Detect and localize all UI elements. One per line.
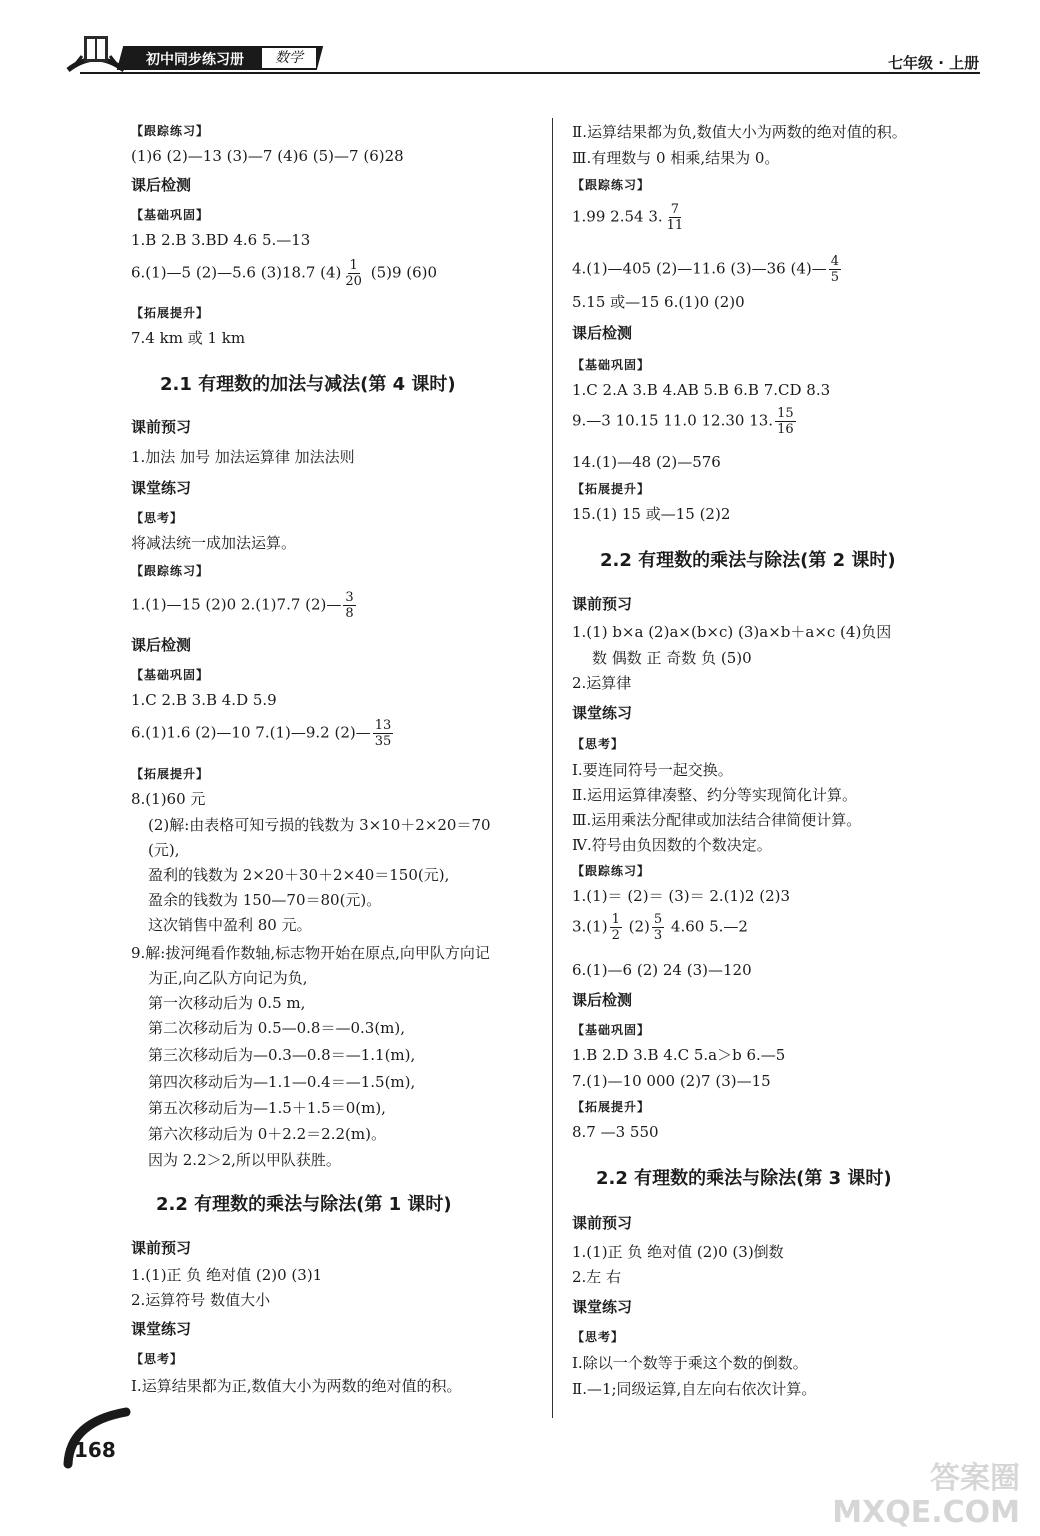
answer-line: 第四次移动后为—1.1—0.4＝—1.5(m), [148, 1073, 416, 1091]
fraction [343, 258, 364, 289]
answer-line: 9.解:拔河绳看作数轴,标志物开始在原点,向甲队方向记 [131, 944, 490, 962]
answer-line: 7.4 km 或 1 km [131, 329, 246, 347]
heading-after-class: 课后检测 [131, 176, 192, 194]
answer-line: Ⅱ.运用运算律凑整、约分等实现简化计算。 [572, 786, 857, 804]
denominator: 35 [374, 734, 392, 749]
tag-basic: 【基础巩固】 [131, 668, 210, 682]
answer-line: 第一次移动后为 0.5 m, [148, 994, 306, 1012]
header-rule [80, 72, 980, 74]
answer-line: 2.左 右 [572, 1268, 622, 1286]
answer-line-fraction [131, 258, 437, 289]
answer-line: 1.(1)＝ (2)＝ (3)＝ 2.(1)2 (2)3 [572, 887, 791, 905]
answer-line: 1.加法 加号 加法运算律 加法法则 [131, 448, 355, 466]
fraction [343, 590, 355, 621]
answer-line: 14.(1)—48 (2)—576 [572, 453, 721, 471]
heading-after-class: 课后检测 [572, 324, 633, 342]
tag-extension: 【拓展提升】 [131, 306, 210, 320]
answer-line: 5.15 或—15 6.(1)0 (2)0 [572, 293, 745, 311]
denominator: 16 [777, 422, 794, 437]
fraction [652, 912, 664, 943]
numerator: 13 [374, 718, 392, 733]
tag-think: 【思考】 [131, 1352, 184, 1366]
answer-line: 1.(1) b×a (2)a×(b×c) (3)a×b＋a×c (4)负因 [572, 623, 892, 641]
answer-line-fraction [131, 718, 395, 749]
heading-preview: 课前预习 [131, 1239, 192, 1257]
page-number: 168 [74, 1438, 116, 1462]
tag-basic: 【基础巩固】 [572, 358, 651, 372]
answer-line: 8.(1)60 元 [131, 790, 206, 808]
heading-after-class: 课后检测 [572, 991, 633, 1009]
answer-line: Ⅲ.运用乘法分配律或加法结合律简便计算。 [572, 811, 862, 829]
heading-classroom: 课堂练习 [572, 704, 633, 722]
fraction [829, 254, 841, 285]
answer-line-fraction [572, 202, 687, 233]
denominator: 11 [666, 218, 684, 233]
answer-line: 这次销售中盈利 80 元。 [148, 916, 312, 934]
section-title: 2.2 有理数的乘法与除法(第 2 课时) [600, 550, 896, 571]
fraction [610, 912, 622, 943]
answer-text: 6.(1)—5 (2)—5.6 (3)18.7 (4) [131, 263, 342, 282]
answer-line: Ⅰ.运算结果都为正,数值大小为两数的绝对值的积。 [131, 1377, 462, 1395]
answer-line: 盈余的钱数为 150—70＝80(元)。 [148, 891, 382, 909]
heading-preview: 课前预习 [572, 1214, 633, 1232]
answer-text: 1.99 2.54 3. [572, 207, 663, 226]
answer-text: 1.(1)—15 (2)0 2.(1)7.7 (2)— [131, 595, 342, 614]
tag-basic: 【基础巩固】 [131, 208, 210, 222]
grade-label: 七年级 · 上册 [888, 54, 980, 72]
numerator: 15 [777, 406, 794, 421]
answer-line: 第六次移动后为 0＋2.2＝2.2(m)。 [148, 1125, 386, 1143]
answer-text: 4.60 5.—2 [666, 917, 748, 936]
section-title: 2.1 有理数的加法与减法(第 4 课时) [160, 374, 456, 395]
denominator: 2 [611, 928, 620, 943]
answer-line: Ⅳ.符号由负因数的个数决定。 [572, 836, 772, 854]
answer-line: 2.运算符号 数值大小 [131, 1291, 271, 1309]
heading-classroom: 课堂练习 [131, 479, 192, 497]
answer-line: 为正,向乙队方向记为负, [148, 969, 308, 987]
answer-line: (1)6 (2)—13 (3)—7 (4)6 (5)—7 (6)28 [131, 147, 404, 165]
numerator: 4 [830, 254, 840, 269]
answer-line: 1.(1)正 负 绝对值 (2)0 (3)倒数 [572, 1243, 784, 1261]
numerator: 3 [345, 590, 354, 605]
heading-preview: 课前预习 [131, 418, 192, 436]
answer-line: 第五次移动后为—1.5＋1.5＝0(m), [148, 1099, 386, 1117]
answer-line: 1.C 2.B 3.B 4.D 5.9 [131, 691, 277, 709]
answer-line: Ⅲ.有理数与 0 相乘,结果为 0。 [572, 149, 780, 167]
numerator: 1 [611, 912, 620, 927]
fraction [373, 718, 394, 749]
answer-line: Ⅰ.除以一个数等于乘这个数的倒数。 [572, 1354, 808, 1372]
numerator: 7 [670, 202, 680, 217]
answer-line: 第三次移动后为—0.3—0.8＝—1.1(m), [148, 1046, 416, 1064]
heading-classroom: 课堂练习 [572, 1298, 633, 1316]
answer-line-fraction [131, 590, 358, 621]
answer-line: 1.C 2.A 3.B 4.AB 5.B 6.B 7.CD 8.3 [572, 381, 831, 399]
answer-line: 6.(1)—6 (2) 24 (3)—120 [572, 961, 752, 979]
answer-line: 1.B 2.D 3.B 4.C 5.a＞b 6.—5 [572, 1046, 786, 1064]
answer-line: 因为 2.2＞2,所以甲队获胜。 [148, 1151, 341, 1169]
heading-preview: 课前预习 [572, 595, 633, 613]
answer-line: Ⅱ.运算结果都为负,数值大小为两数的绝对值的积。 [572, 123, 907, 141]
tag-tracking: 【跟踪练习】 [131, 564, 210, 578]
numerator: 5 [653, 912, 663, 927]
watermark-logo: 答案圈 MXQE.COM [832, 1461, 1020, 1530]
tag-think: 【思考】 [131, 511, 184, 525]
answer-line: 7.(1)—10 000 (2)7 (3)—15 [572, 1072, 771, 1090]
tag-think: 【思考】 [572, 737, 625, 751]
book-title: 初中同步练习册 [146, 52, 244, 68]
answer-line: 15.(1) 15 或—15 (2)2 [572, 505, 731, 523]
tag-basic: 【基础巩固】 [572, 1023, 651, 1037]
answer-line: 8.7 —3 550 [572, 1123, 659, 1141]
answer-line-fraction [572, 254, 843, 285]
tag-tracking: 【跟踪练习】 [572, 178, 651, 192]
denominator: 8 [345, 606, 354, 621]
answer-text: 9.—3 10.15 11.0 12.30 13. [572, 411, 774, 430]
tag-extension: 【拓展提升】 [572, 1100, 651, 1114]
subject-label: 数学 [262, 48, 316, 68]
fraction [665, 202, 686, 233]
answer-line: 2.运算律 [572, 674, 632, 692]
column-divider [552, 118, 553, 1418]
answer-line: 将减法统一成加法运算。 [131, 534, 297, 552]
answer-line: 第二次移动后为 0.5—0.8＝—0.3(m), [148, 1019, 406, 1037]
answer-line: (2)解:由表格可知亏损的钱数为 3×10＋2×20＝70 [148, 816, 491, 834]
tag-tracking: 【跟踪练习】 [572, 864, 651, 878]
answer-line: 数 偶数 正 奇数 负 (5)0 [592, 649, 752, 667]
answer-text: (2) [623, 917, 650, 936]
answer-line-fraction [572, 912, 748, 943]
answer-line: 1.(1)正 负 绝对值 (2)0 (3)1 [131, 1266, 323, 1284]
denominator: 20 [345, 274, 362, 289]
answer-line: 盈利的钱数为 2×20＋30＋2×40＝150(元), [148, 866, 450, 884]
answer-line: 1.B 2.B 3.BD 4.6 5.—13 [131, 231, 311, 249]
denominator: 5 [830, 270, 840, 285]
tag-extension: 【拓展提升】 [572, 482, 651, 496]
answer-text: 4.(1)—405 (2)—11.6 (3)—36 (4)— [572, 259, 827, 278]
tag-tracking: 【跟踪练习】 [131, 124, 210, 138]
answer-line: (元), [148, 841, 180, 859]
numerator: 1 [349, 258, 358, 273]
heading-after-class: 课后检测 [131, 636, 192, 654]
answer-text: 3.(1) [572, 917, 608, 936]
tag-extension: 【拓展提升】 [131, 767, 210, 781]
section-title: 2.2 有理数的乘法与除法(第 3 课时) [596, 1168, 892, 1189]
tag-think: 【思考】 [572, 1330, 625, 1344]
answer-line-fraction [572, 406, 798, 437]
fraction [775, 406, 796, 437]
answer-text: (5)9 (6)0 [365, 263, 438, 282]
denominator: 3 [653, 928, 663, 943]
section-title: 2.2 有理数的乘法与除法(第 1 课时) [156, 1194, 452, 1215]
answer-line: Ⅰ.要连同符号一起交换。 [572, 761, 733, 779]
answer-line: Ⅱ.—1;同级运算,自左向右依次计算。 [572, 1380, 817, 1398]
answer-text: 6.(1)1.6 (2)—10 7.(1)—9.2 (2)— [131, 723, 371, 742]
heading-classroom: 课堂练习 [131, 1320, 192, 1338]
